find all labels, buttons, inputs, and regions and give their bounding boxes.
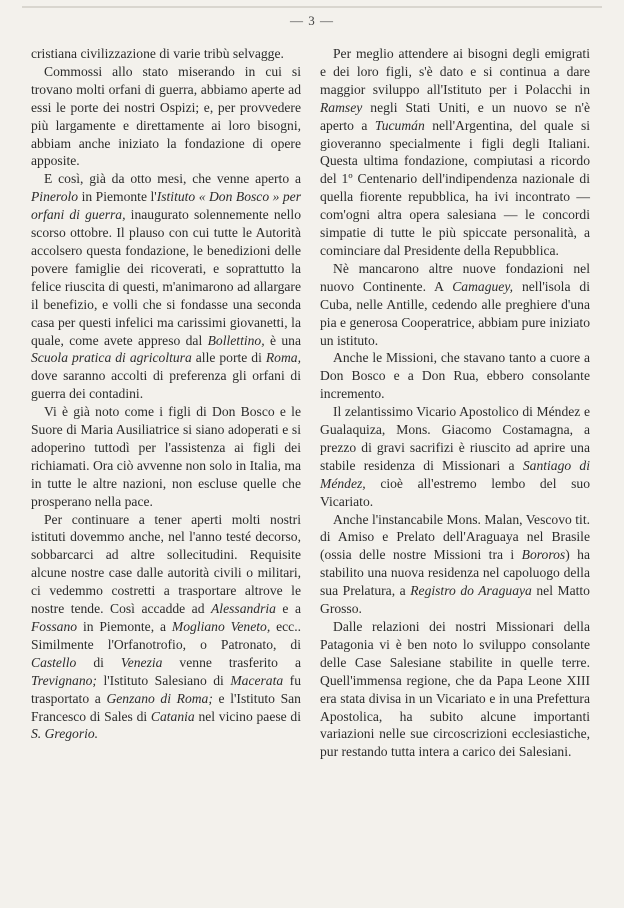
paragraph: Nè mancarono altre nuove fondazioni nel nuovo Continente. A Camaguey, nell'isola di Cuba, nelle Antille, cedendo alle preghiere d'una pia e generosa Cooperatrice, abbiam pure iniziato un istituto. <box>320 260 590 348</box>
paragraph: Vi è già noto come i figli di Don Bosco e le Suore di Maria Ausiliatrice si siano adoperati e si adoperino tuttodì per l'assistenza ai figli dei richiamati. Ora ciò avvenne non solo in Italia, ma in tutte le altre nazioni, non escluse quelle che prosperano nella pace. <box>31 404 301 509</box>
paragraph: Dalle relazioni dei nostri Missionari della Patagonia vi è ben noto lo sviluppo consolante delle Case Salesiane stabilite in quelle terre. Quell'immensa regione, che da Papa Leone XIII era stata divisa in un Vicariato e in una Prefettura Apostolica, ha subito alcune importanti variazioni nelle sue circoscrizioni ecclesiastiche, pur restando tutta intera a carico dei Salesiani. <box>320 619 590 760</box>
paragraph: E così, già da otto mesi, che venne aperto a Pinerolo in Piemonte l'Istituto « Don Bosco » per orfani di guerra, inaugurato solennemente nello scorso ottobre. Il plauso con cui tutte le Autorità accolsero questa fondazione, le benedizioni delle povere famiglie dei ricoverati, e soprattutto la felice riuscita di questi, m'animarono ad allargare il benefizio, e volli che si fondasse una seconda casa per questi infelici ma carissimi giovanetti, la quale, come avete appreso dal Bollettino, è una Scuola pratica di agricoltura alle porte di Roma, dove saranno accolti di preferenza gli orfani di guerra dei contadini. <box>31 171 302 402</box>
right-column <box>320 45 590 761</box>
paragraph: cristiana civilizzazione di varie tribù selvagge. <box>31 46 284 61</box>
top-rule <box>22 6 602 8</box>
paragraph: Anche l'instancabile Mons. Malan, Vescovo tit. di Amiso e Prelato dell'Araguaya nel Brasile (ossia delle nostre Missioni tra i Bororos) ha stabilito una nuova residenza nel capoluogo della sua Prelatura, a Registro do Araguaya nel Matto Grosso. <box>320 511 590 617</box>
paragraph: Anche le Missioni, che stavano tanto a cuore a Don Bosco e a Don Rua, ebbero consolante incremento. <box>320 350 590 402</box>
left-column <box>31 45 301 743</box>
paragraph: Per continuare a tener aperti molti nostri istituti dovemmo anche, nel l'anno testé decorso, sobbarcarci ad altre sollecitudini. Requisite alcune nostre case dalle autorità civili o militari, ci vedemmo costretti a trasportare altrove le nostre tende. Così accadde ad Alessandria e a Fossano in Piemonte, a Mogliano Veneto, ecc.. Similmente l'Orfanotrofio, o Patronato, di Castello di Venezia venne trasferito a Trevignano; l'Istituto Salesiano di Macerata fu trasportato a Genzano di Roma; e l'Istituto San Francesco di Sales di Catania nel vicino paese di S. Gregorio. <box>31 511 301 742</box>
page-number: — 3 — <box>290 13 334 28</box>
paragraph: Il zelantissimo Vicario Apostolico di Méndez e Gualaquiza, Mons. Giacomo Costamagna, a prezzo di gravi sacrifizi è riuscito ad aprire una stabile residenza di Missionari a Santiago di Méndez, cioè all'estremo lembo del suo Vicariato. <box>320 404 591 509</box>
paragraph: Commossi allo stato miserando in cui si trovano molti orfani di guerra, abbiamo aperte ad essi le porte dei nostri Ospizi; e, per provvedere più largamente e direttamente ai loro bisogni, abbiam anche iniziato la fondazione di opere apposite. <box>31 63 301 169</box>
paragraph: Per meglio attendere ai bisogni degli emigrati e dei loro figli, s'è dato e si continua a dare maggior sviluppo all'Istituto per i Polacchi in Ramsey negli Stati Uniti, e un nuovo se n'è aperto a Tucumán nell'Argentina, del quale si gioveranno specialmente i figli degli Italiani. Questa ultima fondazione, compiutasi a ricordo del 1º Centenario dell'indipendenza nazionale di quella fiorente repubblica, ha ivi incontrato — com'ogni altra opera salesiana — le concordi simpatie di tutte le più spiccate personalità, a cominciare dal Presidente della Repubblica. <box>320 46 591 258</box>
